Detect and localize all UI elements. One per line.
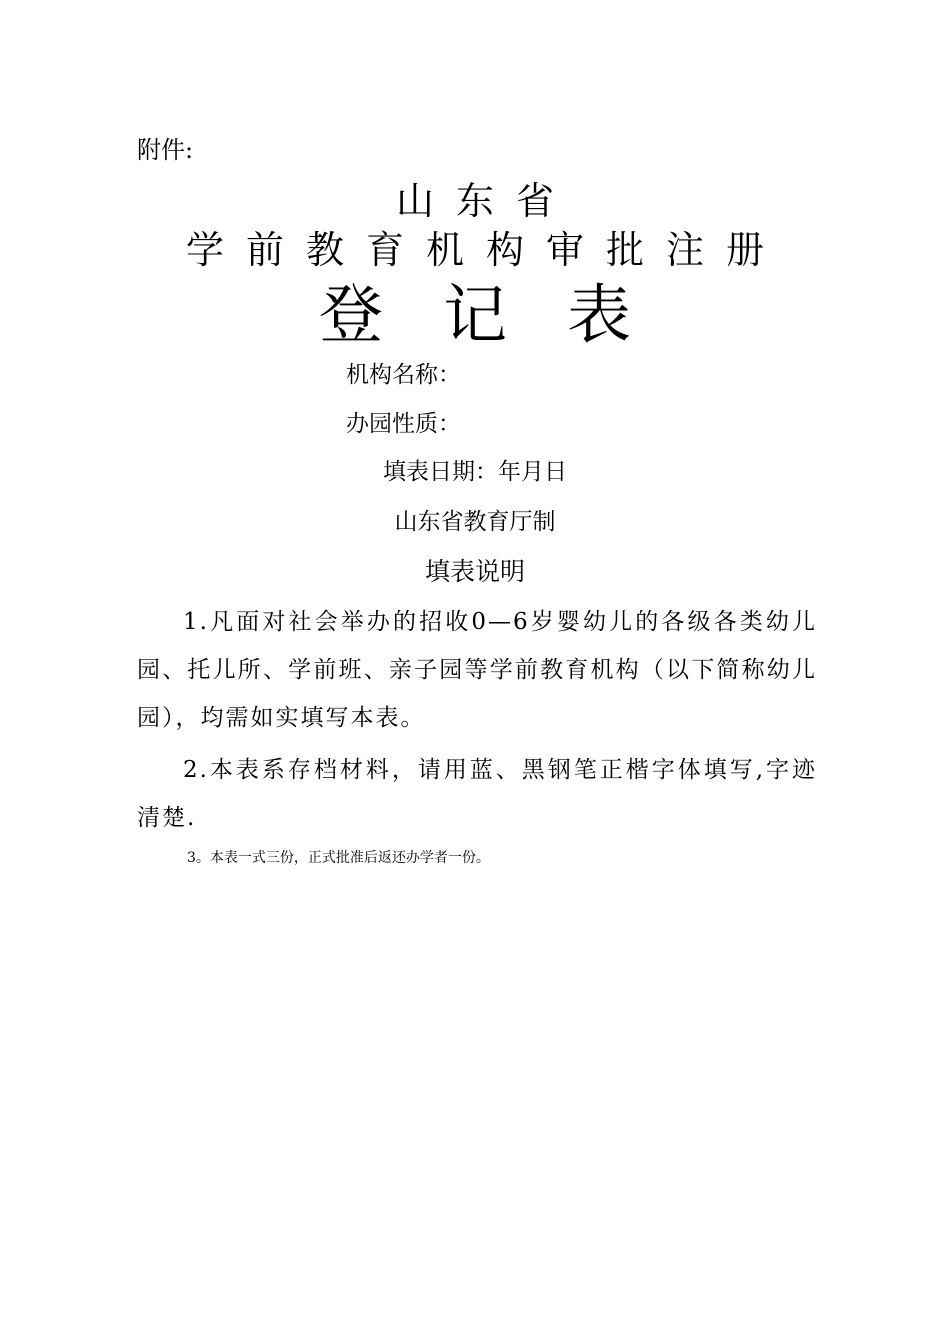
title-province: 山东省 <box>395 179 576 223</box>
title-form: 登记表 <box>319 279 691 353</box>
instructions-title: 填表说明 <box>424 557 525 586</box>
title-main: 学前教育机构审批注册 <box>185 228 786 272</box>
instruction-item-2: 2.本表系存档材料，请用蓝、黑钢笔正楷字体填写,字迹清楚. <box>137 757 817 831</box>
instruction-item-3: 3。本表一式三份，正式批准后返还办学者一份。 <box>187 850 490 866</box>
nature-field: 办园性质： <box>346 411 461 437</box>
attachment-label: 附件: <box>137 136 194 164</box>
issuer: 山东省教育厅制 <box>394 509 556 535</box>
instruction-item-1: 1.凡面对社会举办的招收0—6岁婴幼儿的各级各类幼儿园、托儿所、学前班、亲子园等学前教育机构（以下简称幼儿园），均需如实填写本表。 <box>137 609 817 731</box>
fill-date: 填表日期：年月日 <box>383 459 567 485</box>
institution-name-field: 机构名称： <box>346 362 461 388</box>
